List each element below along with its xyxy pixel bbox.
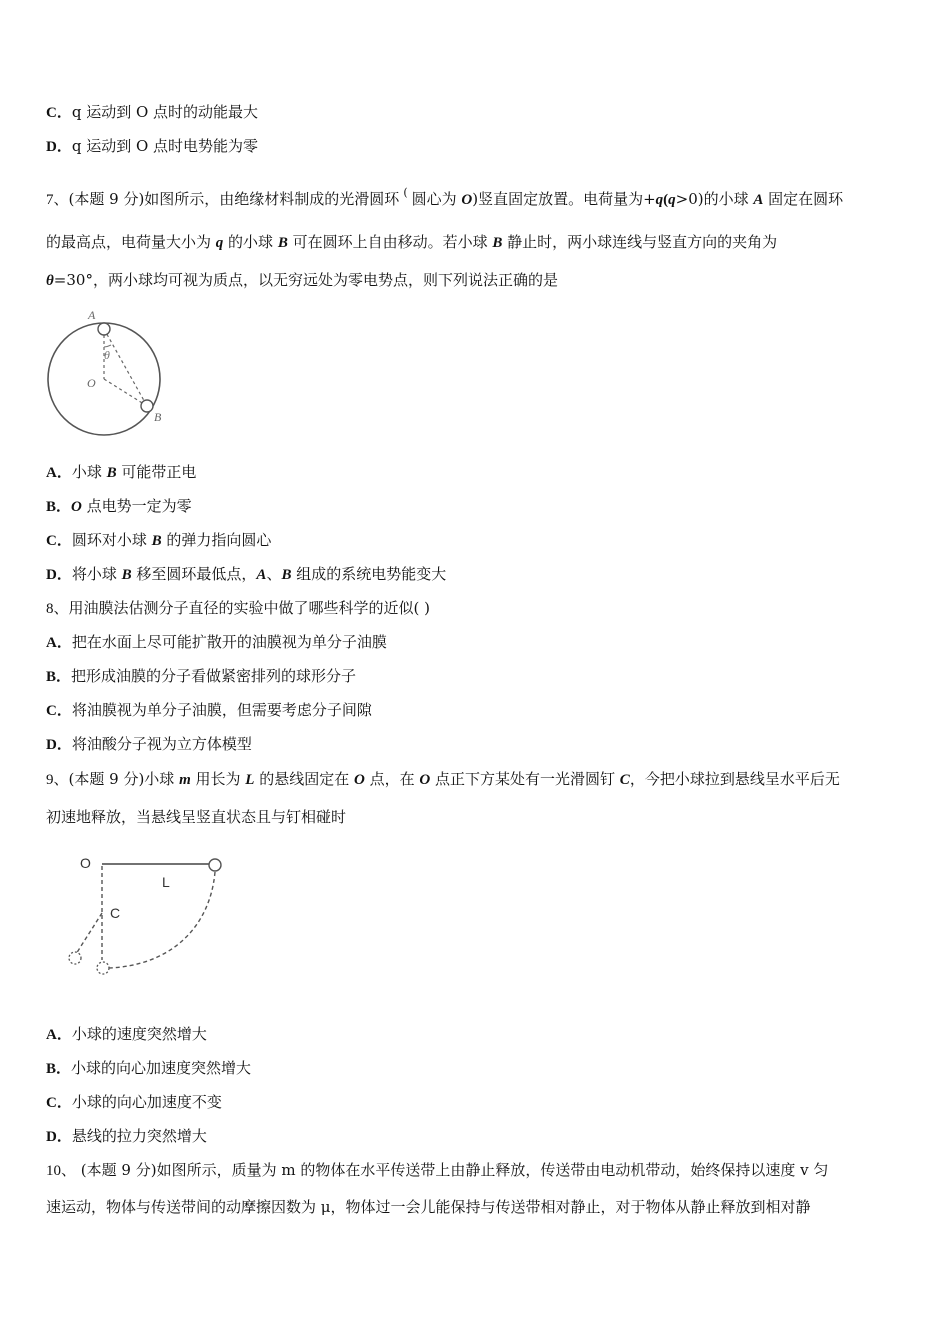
q7-stem-line-2 <box>46 232 777 253</box>
stem-text: 点正下方某处有一光滑圆钉 <box>430 770 620 788</box>
option-letter: C． <box>46 533 72 549</box>
stem-paren: ( <box>403 186 408 199</box>
option-text: 移至圆环最低点， <box>131 565 257 583</box>
symbol-q: q <box>215 235 224 251</box>
symbol-o: O <box>354 772 365 788</box>
ball-swung <box>69 952 81 964</box>
option-text: 小球的向心加速度不变 <box>71 1093 222 1111</box>
q9-option-a <box>46 1024 207 1045</box>
label-b: B <box>154 410 162 424</box>
stem-text: =30°，两小球均可视为质点，以无穷远处为零电势点，则下列说法正确的是 <box>53 271 558 289</box>
ball-b <box>141 400 153 412</box>
q6-option-d <box>46 136 258 157</box>
symbol-o: O <box>71 499 82 515</box>
q8-option-b <box>46 666 356 687</box>
symbol-c: C <box>619 772 630 788</box>
label-l: L <box>162 874 170 890</box>
stem-text: 的小球 <box>223 233 278 251</box>
q10-stem-line-2 <box>46 1197 811 1217</box>
option-letter: C． <box>46 1095 72 1111</box>
option-letter: D． <box>46 139 72 155</box>
option-letter: B． <box>46 669 72 685</box>
option-text: 的弹力指向圆心 <box>161 531 272 549</box>
q8-option-a <box>46 632 387 653</box>
ab-dashed-line <box>104 329 147 406</box>
stem-text: 可在圆环上自由移动。若小球 <box>287 233 493 251</box>
q9-stem-line-2 <box>46 807 346 827</box>
stem-text: (本题 9 分)如图所示，质量为 m 的物体在水平传送带上由静止释放，传送带由电动机带动，始终保持以速度 v 匀 <box>76 1161 829 1179</box>
stem-text: 圆心为 <box>411 190 462 208</box>
symbol-m: m <box>179 772 191 788</box>
symbol-o: O <box>419 772 431 788</box>
option-text: 悬线的拉力突然增大 <box>71 1127 207 1145</box>
option-text: 小球的速度突然增大 <box>71 1025 207 1043</box>
q10-stem-line-1 <box>46 1160 828 1181</box>
option-text: 将油酸分子视为立方体模型 <box>71 735 252 753</box>
symbol-b: B <box>277 235 288 251</box>
q9-stem-line-1 <box>46 769 840 790</box>
question-number: 10、 <box>46 1163 77 1179</box>
q7-option-c <box>46 530 271 551</box>
option-text: q 运动到 O 点时的动能最大 <box>71 103 259 121</box>
option-letter: D． <box>46 737 72 753</box>
symbol-q: q <box>668 192 676 208</box>
stem-text: 用长为 <box>190 770 246 788</box>
stem-text: ( <box>663 192 669 208</box>
symbol-q: q <box>655 192 664 208</box>
theta-arc <box>104 345 111 347</box>
swing-after-nail <box>76 913 102 954</box>
q7-option-a <box>46 462 196 483</box>
symbol-b: B <box>121 567 132 583</box>
option-letter: D． <box>46 1129 72 1145</box>
q8-option-d <box>46 734 252 755</box>
stem-text: 的悬线固定在 <box>254 770 355 788</box>
option-letter: A． <box>46 465 72 481</box>
q7-ring-figure <box>40 303 180 443</box>
label-a: A <box>88 308 96 322</box>
symbol-b: B <box>151 533 162 549</box>
symbol-b: B <box>281 567 292 583</box>
stem-text: 点，在 <box>364 770 420 788</box>
option-letter: A． <box>46 635 72 651</box>
q7-option-d <box>46 564 446 585</box>
symbol-a: A <box>753 192 764 208</box>
symbol-b: B <box>106 465 117 481</box>
option-text: 将小球 <box>71 565 122 583</box>
symbol-theta: θ <box>46 273 54 289</box>
q6-option-c <box>46 102 258 123</box>
question-number: 8、 <box>46 601 69 617</box>
option-letter: B． <box>46 1061 72 1077</box>
label-c: C <box>110 905 121 921</box>
option-text: 圆环对小球 <box>71 531 152 549</box>
stem-text: 固定在圆环 <box>763 190 844 208</box>
option-text: 组成的系统电势能变大 <box>291 565 447 583</box>
ob-dashed-line <box>104 379 147 406</box>
option-text: 小球的向心加速度突然增大 <box>71 1059 252 1077</box>
option-text: 、 <box>266 565 282 583</box>
q7-stem-line-1 <box>46 183 843 210</box>
q9-option-c <box>46 1092 222 1113</box>
stem-text: )竖直固定放置。电荷量为+ <box>472 190 656 208</box>
option-letter: B． <box>46 499 72 515</box>
symbol-l: L <box>245 772 255 788</box>
q8-stem <box>46 598 430 619</box>
option-text: 小球 <box>71 463 107 481</box>
q9-pendulum-figure <box>60 848 240 983</box>
stem-text: (本题 9 分)小球 <box>68 770 180 788</box>
stem-text: 用油膜法估测分子直径的实验中做了哪些科学的近似( ) <box>68 599 430 617</box>
option-text: 把形成油膜的分子看做紧密排列的球形分子 <box>71 667 357 685</box>
symbol-b: B <box>492 235 503 251</box>
option-letter: C． <box>46 105 72 121</box>
stem-text: >0)的小球 <box>675 190 754 208</box>
q9-option-d <box>46 1126 207 1147</box>
option-letter: A． <box>46 1027 72 1043</box>
option-text: q 运动到 O 点时电势能为零 <box>71 137 259 155</box>
label-theta: θ <box>104 348 110 362</box>
ball-a <box>98 323 110 335</box>
q7-option-b <box>46 496 192 517</box>
stem-text: 静止时，两小球连线与竖直方向的夹角为 <box>502 233 778 251</box>
option-text: 把在水面上尽可能扩散开的油膜视为单分子油膜 <box>71 633 387 651</box>
stem-text: ，今把小球拉到悬线呈水平后无 <box>629 770 840 788</box>
stem-text: 初速地释放，当悬线呈竖直状态且与钉相碰时 <box>46 808 347 826</box>
stem-text: 的最高点，电荷量大小为 <box>46 233 216 251</box>
stem-text: 速运动，物体与传送带间的动摩擦因数为 μ，物体过一会儿能保持与传送带相对静止，对于物体从静止释放到相对静 <box>46 1198 811 1216</box>
symbol-a: A <box>256 567 267 583</box>
question-number: 7、 <box>46 192 69 208</box>
q9-option-b <box>46 1058 251 1079</box>
question-number: 9、 <box>46 772 69 788</box>
label-o: O <box>87 376 96 390</box>
q8-option-c <box>46 700 372 721</box>
stem-text: (本题 9 分)如图所示，由绝缘材料制成的光滑圆环 <box>68 190 400 208</box>
option-text: 可能带正电 <box>116 463 197 481</box>
option-letter: C． <box>46 703 72 719</box>
ball-start <box>209 859 221 871</box>
option-text: 将油膜视为单分子油膜，但需要考虑分子间隙 <box>71 701 372 719</box>
ball-bottom <box>97 962 109 974</box>
option-text: 点电势一定为零 <box>81 497 192 515</box>
q7-stem-line-3 <box>46 270 558 291</box>
symbol-o: O <box>461 192 473 208</box>
label-o: O <box>80 855 91 871</box>
option-letter: D． <box>46 567 72 583</box>
